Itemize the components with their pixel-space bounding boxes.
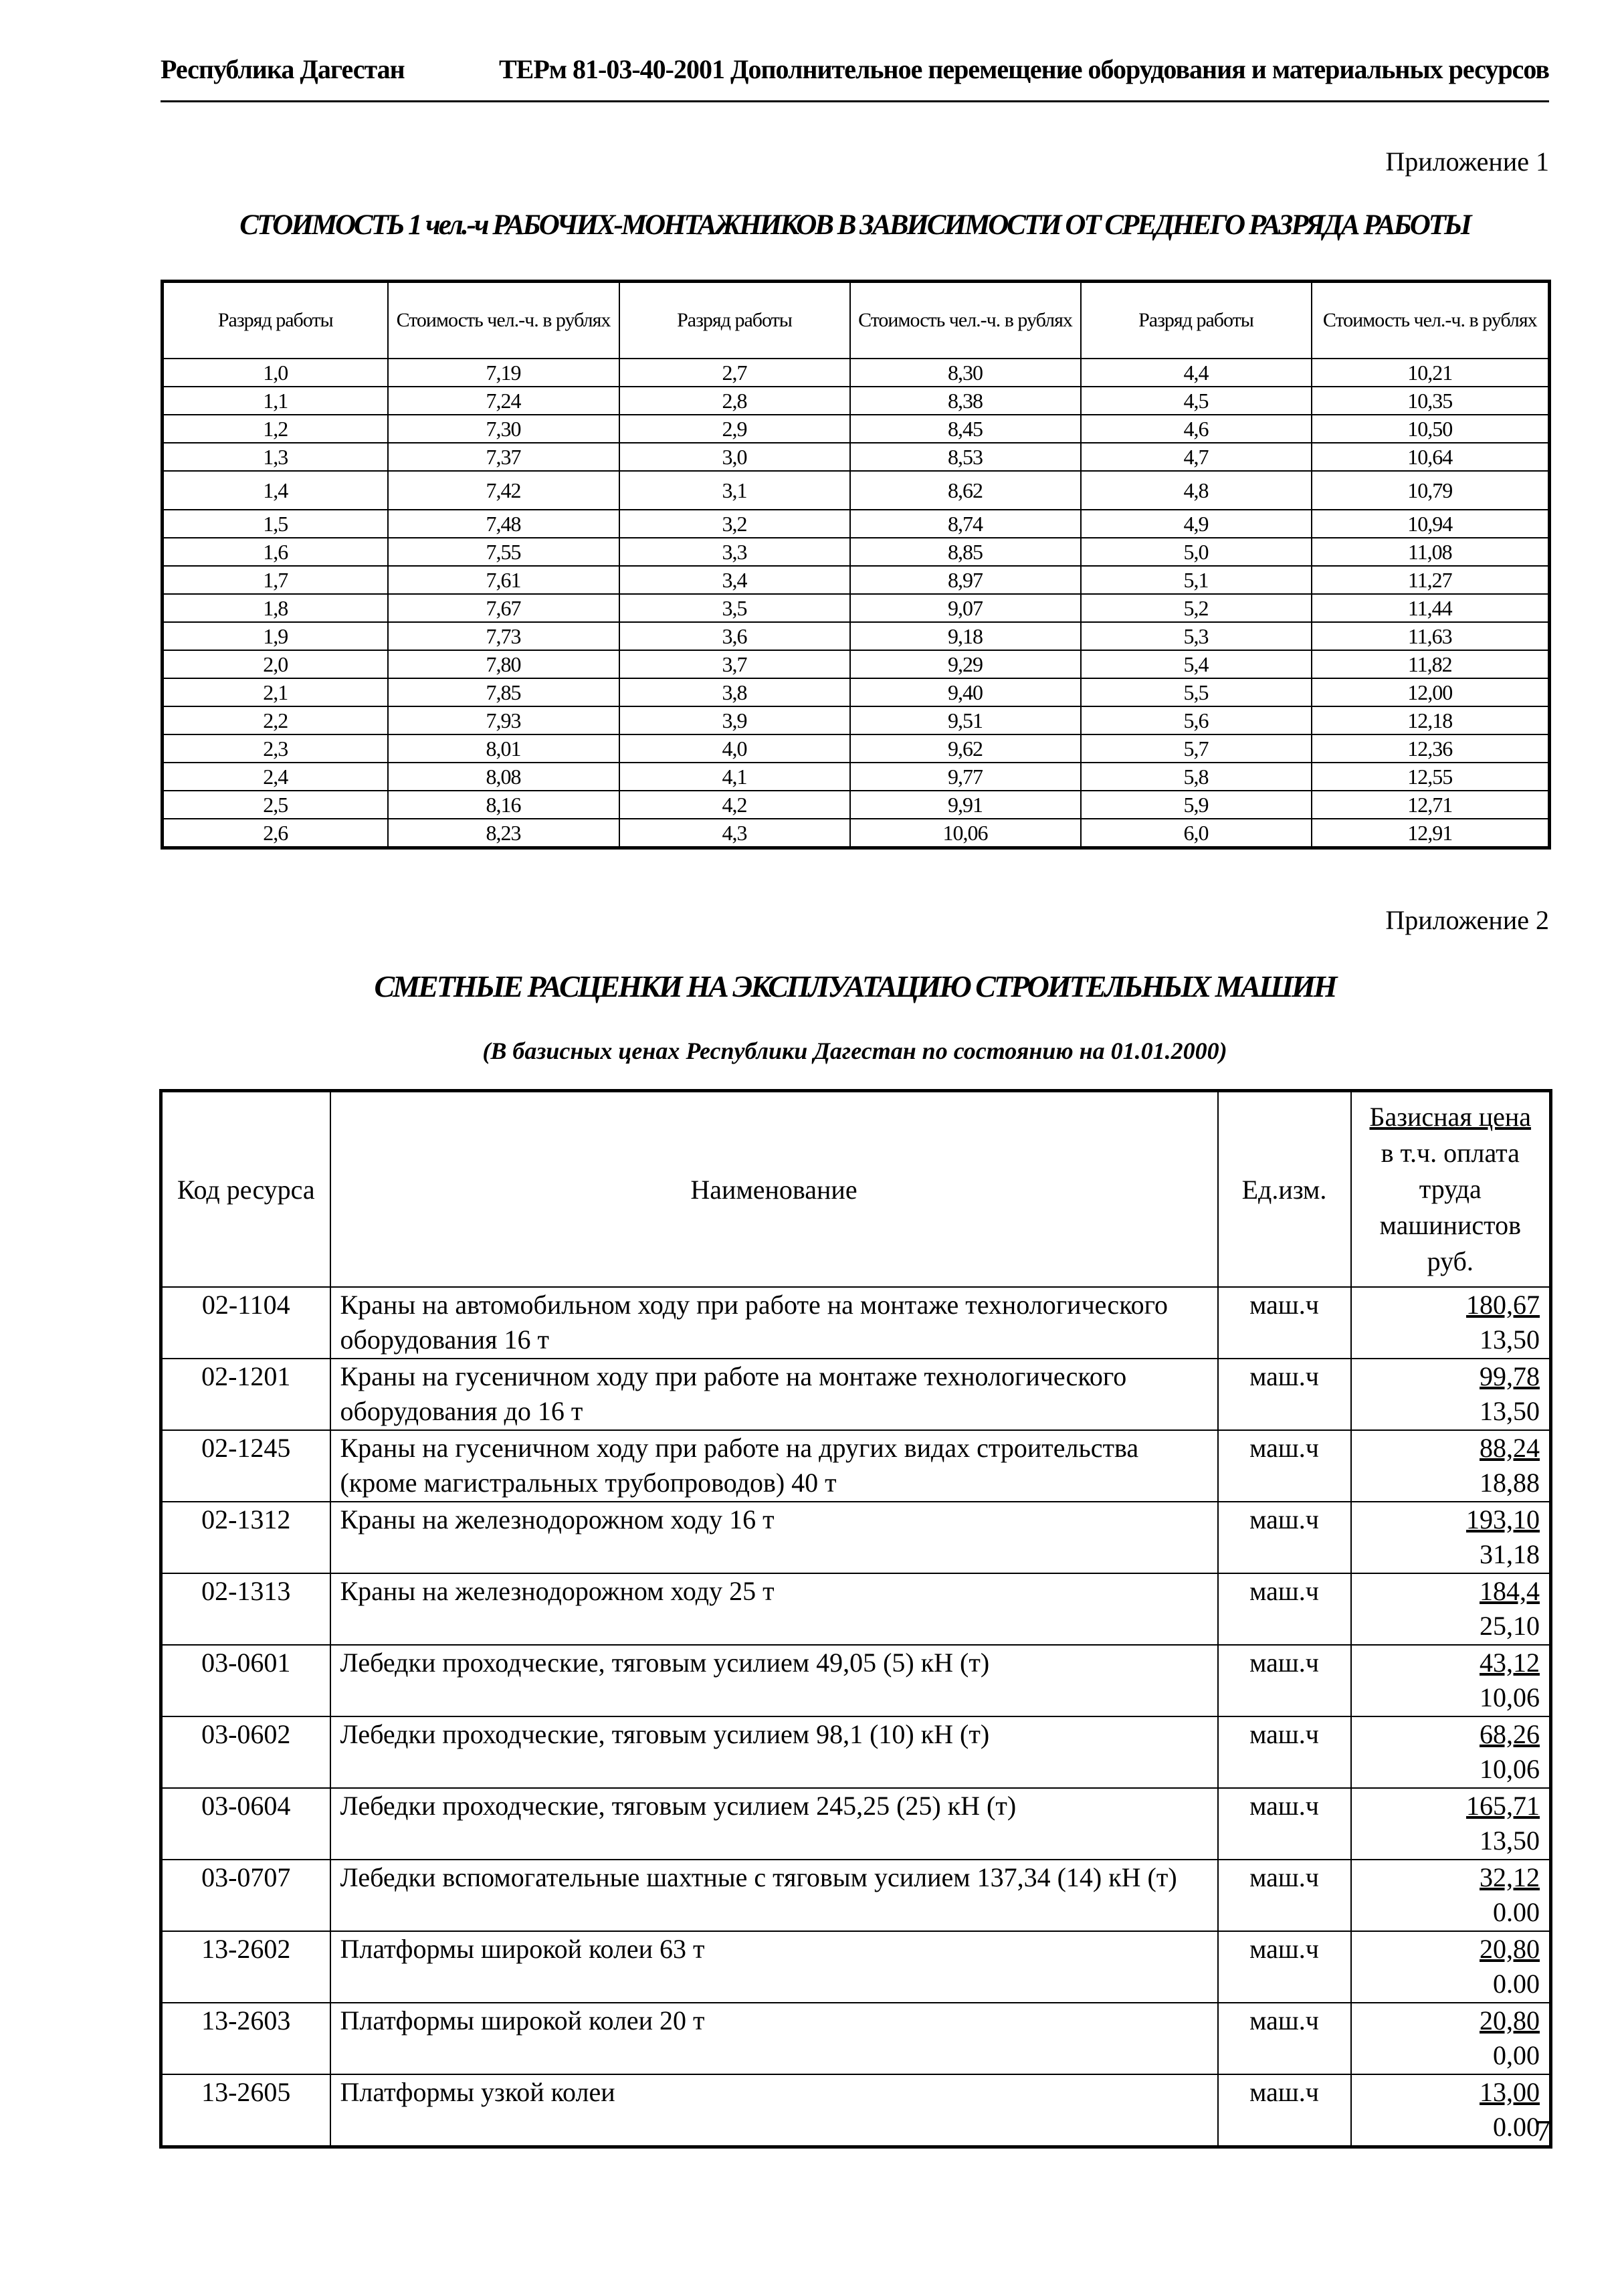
unit-cell: маш.ч <box>1218 1716 1351 1788</box>
table-row <box>163 415 1550 443</box>
appendix-2-label: Приложение 2 <box>1385 905 1549 935</box>
table-row <box>163 819 1550 848</box>
price-cell <box>1351 1359 1551 1430</box>
cost-cell: 9,91 <box>850 791 1081 819</box>
grade-cell: 1,3 <box>163 443 388 471</box>
table-row <box>163 763 1550 791</box>
cost-cell: 7,48 <box>388 510 619 538</box>
cost-cell: 8,85 <box>850 538 1081 566</box>
cost-cell: 9,77 <box>850 763 1081 791</box>
grade-cell: 1,8 <box>163 594 388 622</box>
cost-cell: 10,64 <box>1312 443 1550 471</box>
resource-code-cell: 02-1312 <box>161 1502 330 1573</box>
base-price: 180,67 <box>1466 1290 1540 1320</box>
cost-cell: 9,40 <box>850 678 1081 706</box>
unit-cell: маш.ч <box>1218 1430 1351 1502</box>
base-price: 99,78 <box>1480 1361 1540 1391</box>
cost-cell: 12,71 <box>1312 791 1550 819</box>
grade-cell: 2,9 <box>619 415 850 443</box>
base-price: 32,12 <box>1480 1862 1540 1892</box>
table-row <box>163 734 1550 763</box>
cost-cell: 8,23 <box>388 819 619 848</box>
cost-cell: 8,53 <box>850 443 1081 471</box>
grade-cell: 3,3 <box>619 538 850 566</box>
base-price: 193,10 <box>1466 1504 1540 1535</box>
header-region: Республика Дагестан <box>161 54 405 84</box>
resource-name-cell: Лебедки вспомогательные шахтные с тяговым усилием 137,34 (14) кН (т) <box>330 1860 1218 1931</box>
labor-cost: 13,50 <box>1480 1396 1540 1426</box>
running-header <box>161 47 1549 102</box>
resource-code-cell: 03-0604 <box>161 1788 330 1860</box>
grade-cell: 5,1 <box>1081 566 1312 594</box>
table-row <box>161 1359 1551 1430</box>
grade-cell: 1,1 <box>163 387 388 415</box>
grade-cell: 2,7 <box>619 359 850 387</box>
header-base-price-label: Базисная цена <box>1369 1102 1532 1132</box>
base-price: 20,80 <box>1480 1934 1540 1964</box>
grade-cell: 3,5 <box>619 594 850 622</box>
table-row <box>163 791 1550 819</box>
cost-cell: 11,82 <box>1312 650 1550 678</box>
grade-cell: 3,8 <box>619 678 850 706</box>
table-row <box>161 1716 1551 1788</box>
grade-cell: 2,6 <box>163 819 388 848</box>
price-cell <box>1351 1716 1551 1788</box>
table-row <box>161 1430 1551 1502</box>
price-cell <box>1351 2003 1551 2074</box>
labor-cost: 0.00 <box>1493 2112 1540 2142</box>
grade-cell: 3,6 <box>619 622 850 650</box>
cost-cell: 10,06 <box>850 819 1081 848</box>
table-row <box>161 1931 1551 2003</box>
grade-cell: 3,9 <box>619 706 850 734</box>
table-row <box>163 566 1550 594</box>
grade-cell: 4,2 <box>619 791 850 819</box>
header-cost: Стоимость чел.-ч. в рублях <box>850 282 1081 359</box>
grade-cell: 3,7 <box>619 650 850 678</box>
price-cell <box>1351 1287 1551 1359</box>
cost-cell: 10,50 <box>1312 415 1550 443</box>
labor-cost: 25,10 <box>1480 1611 1540 1641</box>
cost-cell: 7,73 <box>388 622 619 650</box>
cost-cell: 7,30 <box>388 415 619 443</box>
resource-name-cell: Краны на гусеничном ходу при работе на других видах строительства (кроме магистральных трубопроводов) 40 т <box>330 1430 1218 1502</box>
cost-cell: 11,27 <box>1312 566 1550 594</box>
grade-cell: 1,4 <box>163 471 388 510</box>
cost-cell: 7,61 <box>388 566 619 594</box>
price-cell <box>1351 1788 1551 1860</box>
page-number: 7 <box>1536 2114 1550 2147</box>
resource-code-cell: 03-0602 <box>161 1716 330 1788</box>
appendix-1-label: Приложение 1 <box>1385 146 1549 177</box>
base-price: 184,4 <box>1480 1576 1540 1606</box>
header-currency: руб. <box>1427 1246 1474 1276</box>
cost-cell: 7,93 <box>388 706 619 734</box>
resource-code-cell: 13-2602 <box>161 1931 330 2003</box>
header-cost: Стоимость чел.-ч. в рублях <box>388 282 619 359</box>
grade-cell: 1,6 <box>163 538 388 566</box>
cost-cell: 8,16 <box>388 791 619 819</box>
header-grade: Разряд работы <box>1081 282 1312 359</box>
grade-cell: 5,7 <box>1081 734 1312 763</box>
resource-name-cell: Платформы широкой колеи 20 т <box>330 2003 1218 2074</box>
price-cell <box>1351 2074 1551 2147</box>
grade-cell: 1,0 <box>163 359 388 387</box>
grade-cell: 5,3 <box>1081 622 1312 650</box>
table-row <box>161 1788 1551 1860</box>
grade-cell: 2,0 <box>163 650 388 678</box>
grade-cell: 5,0 <box>1081 538 1312 566</box>
unit-cell: маш.ч <box>1218 2003 1351 2074</box>
base-price: 88,24 <box>1480 1433 1540 1463</box>
unit-cell: маш.ч <box>1218 2074 1351 2147</box>
resource-code-cell: 02-1245 <box>161 1430 330 1502</box>
resource-name-cell: Краны на гусеничном ходу при работе на монтаже технологического оборудования до 16 т <box>330 1359 1218 1430</box>
resource-name-cell: Краны на железнодорожном ходу 16 т <box>330 1502 1218 1573</box>
cost-cell: 7,85 <box>388 678 619 706</box>
cost-cell: 7,67 <box>388 594 619 622</box>
header-unit: Ед.изм. <box>1218 1091 1351 1288</box>
resource-name-cell: Лебедки проходческие, тяговым усилием 98,1 (10) кН (т) <box>330 1716 1218 1788</box>
resource-code-cell: 03-0601 <box>161 1645 330 1716</box>
appendix-1-title: СТОИМОСТЬ 1 чел.-ч РАБОЧИХ-МОНТАЖНИКОВ В ЗАВИСИМОСТИ ОТ СРЕДНЕГО РАЗРЯДА РАБОТЫ <box>239 209 1470 241</box>
table-row <box>161 1573 1551 1645</box>
cost-cell: 12,36 <box>1312 734 1550 763</box>
table-row <box>163 443 1550 471</box>
table-row <box>163 622 1550 650</box>
grade-cell: 4,7 <box>1081 443 1312 471</box>
grade-cell: 2,1 <box>163 678 388 706</box>
appendix-2-subtitle: (В базисных ценах Республики Дагестан по состоянию на 01.01.2000) <box>482 1037 1227 1064</box>
grade-cell: 2,4 <box>163 763 388 791</box>
cost-cell: 7,80 <box>388 650 619 678</box>
cost-cell: 8,01 <box>388 734 619 763</box>
table-row <box>161 1502 1551 1573</box>
cost-cell: 12,18 <box>1312 706 1550 734</box>
grade-cell: 4,8 <box>1081 471 1312 510</box>
grade-cell: 1,9 <box>163 622 388 650</box>
grade-cell: 3,0 <box>619 443 850 471</box>
resource-code-cell: 02-1313 <box>161 1573 330 1645</box>
cost-cell: 9,51 <box>850 706 1081 734</box>
labor-cost: 0.00 <box>1493 1897 1540 1927</box>
cost-cell: 9,29 <box>850 650 1081 678</box>
grade-cell: 5,5 <box>1081 678 1312 706</box>
resource-name-cell: Платформы узкой колеи <box>330 2074 1218 2147</box>
grade-cell: 5,6 <box>1081 706 1312 734</box>
labor-cost: 31,18 <box>1480 1539 1540 1569</box>
cost-cell: 9,62 <box>850 734 1081 763</box>
grade-cell: 3,4 <box>619 566 850 594</box>
resource-code-cell: 02-1104 <box>161 1287 330 1359</box>
header-name: Наименование <box>330 1091 1218 1288</box>
price-cell <box>1351 1502 1551 1573</box>
grade-cell: 5,2 <box>1081 594 1312 622</box>
grade-cell: 4,5 <box>1081 387 1312 415</box>
labor-cost: 13,50 <box>1480 1324 1540 1355</box>
base-price: 68,26 <box>1480 1719 1540 1749</box>
cost-cell: 12,00 <box>1312 678 1550 706</box>
table-row <box>161 1860 1551 1931</box>
price-cell <box>1351 1573 1551 1645</box>
table-row <box>163 510 1550 538</box>
labor-cost: 0,00 <box>1493 2040 1540 2070</box>
resource-code-cell: 02-1201 <box>161 1359 330 1430</box>
cost-cell: 8,74 <box>850 510 1081 538</box>
price-cell <box>1351 1645 1551 1716</box>
cost-cell: 10,21 <box>1312 359 1550 387</box>
unit-cell: маш.ч <box>1218 1788 1351 1860</box>
grade-cell: 6,0 <box>1081 819 1312 848</box>
table-row <box>161 2074 1551 2147</box>
table-row <box>161 2003 1551 2074</box>
unit-cell: маш.ч <box>1218 1359 1351 1430</box>
header-cost: Стоимость чел.-ч. в рублях <box>1312 282 1550 359</box>
price-cell <box>1351 1860 1551 1931</box>
grade-cell: 3,1 <box>619 471 850 510</box>
cost-cell: 12,91 <box>1312 819 1550 848</box>
cost-cell: 10,35 <box>1312 387 1550 415</box>
resource-code-cell: 13-2603 <box>161 2003 330 2074</box>
grade-cell: 4,4 <box>1081 359 1312 387</box>
grade-cell: 4,6 <box>1081 415 1312 443</box>
base-price: 20,80 <box>1480 2005 1540 2036</box>
grade-cell: 2,2 <box>163 706 388 734</box>
header-resource-code: Код ресурса <box>161 1091 330 1288</box>
grade-cell: 4,0 <box>619 734 850 763</box>
unit-cell: маш.ч <box>1218 1502 1351 1573</box>
unit-cell: маш.ч <box>1218 1287 1351 1359</box>
table-row <box>163 678 1550 706</box>
base-price: 165,71 <box>1466 1791 1540 1821</box>
resource-name-cell: Краны на железнодорожном ходу 25 т <box>330 1573 1218 1645</box>
grade-cell: 4,1 <box>619 763 850 791</box>
table-row <box>163 471 1550 510</box>
grade-cell: 5,8 <box>1081 763 1312 791</box>
cost-cell: 8,97 <box>850 566 1081 594</box>
grade-cell: 2,8 <box>619 387 850 415</box>
price-cell <box>1351 1931 1551 2003</box>
grade-cell: 1,5 <box>163 510 388 538</box>
cost-cell: 12,55 <box>1312 763 1550 791</box>
labor-cost: 0.00 <box>1493 1969 1540 1999</box>
labor-cost: 10,06 <box>1480 1754 1540 1784</box>
cost-cell: 8,30 <box>850 359 1081 387</box>
cost-cell: 10,94 <box>1312 510 1550 538</box>
machine-rates-table <box>159 1089 1552 2149</box>
table-row <box>161 1645 1551 1716</box>
grade-cell: 5,9 <box>1081 791 1312 819</box>
table-row <box>161 1287 1551 1359</box>
labor-cost: 10,06 <box>1480 1682 1540 1712</box>
table-row <box>163 387 1550 415</box>
cost-cell: 8,62 <box>850 471 1081 510</box>
cost-cell: 9,18 <box>850 622 1081 650</box>
header-labor-label: в т.ч. оплата труда машинистов <box>1379 1138 1521 1240</box>
header-grade: Разряд работы <box>163 282 388 359</box>
header-document-code: ТЕРм 81-03-40-2001 Дополнительное перемещение оборудования и материальных ресурсов <box>498 54 1549 84</box>
cost-cell: 7,55 <box>388 538 619 566</box>
cost-cell: 8,45 <box>850 415 1081 443</box>
grade-cell: 4,9 <box>1081 510 1312 538</box>
table-row <box>163 650 1550 678</box>
grade-cell: 1,7 <box>163 566 388 594</box>
cost-cell: 7,37 <box>388 443 619 471</box>
cost-cell: 10,79 <box>1312 471 1550 510</box>
cost-cell: 11,44 <box>1312 594 1550 622</box>
resource-name-cell: Платформы широкой колеи 63 т <box>330 1931 1218 2003</box>
appendix-2-title: СМЕТНЫЕ РАСЦЕНКИ НА ЭКСПЛУАТАЦИЮ СТРОИТЕЛЬНЫХ МАШИН <box>374 969 1336 1003</box>
cost-cell: 9,07 <box>850 594 1081 622</box>
table-row <box>163 594 1550 622</box>
labor-cost: 18,88 <box>1480 1468 1540 1498</box>
resource-name-cell: Краны на автомобильном ходу при работе на монтаже технологического оборудования 16 т <box>330 1287 1218 1359</box>
unit-cell: маш.ч <box>1218 1645 1351 1716</box>
grade-cell: 3,2 <box>619 510 850 538</box>
resource-code-cell: 13-2605 <box>161 2074 330 2147</box>
base-price: 13,00 <box>1480 2077 1540 2107</box>
table-row <box>163 359 1550 387</box>
resource-code-cell: 03-0707 <box>161 1860 330 1931</box>
cost-cell: 8,08 <box>388 763 619 791</box>
grade-cell: 4,3 <box>619 819 850 848</box>
grade-cell: 1,2 <box>163 415 388 443</box>
labor-cost: 13,50 <box>1480 1825 1540 1856</box>
price-cell <box>1351 1430 1551 1502</box>
cost-cell: 11,63 <box>1312 622 1550 650</box>
cost-cell: 7,19 <box>388 359 619 387</box>
grade-cell: 2,3 <box>163 734 388 763</box>
cost-cell: 7,24 <box>388 387 619 415</box>
grade-cell: 2,5 <box>163 791 388 819</box>
resource-name-cell: Лебедки проходческие, тяговым усилием 245,25 (25) кН (т) <box>330 1788 1218 1860</box>
cost-cell: 7,42 <box>388 471 619 510</box>
cost-cell: 11,08 <box>1312 538 1550 566</box>
header-grade: Разряд работы <box>619 282 850 359</box>
header-base-price <box>1351 1091 1551 1288</box>
unit-cell: маш.ч <box>1218 1573 1351 1645</box>
grade-cell: 5,4 <box>1081 650 1312 678</box>
unit-cell: маш.ч <box>1218 1931 1351 2003</box>
labor-cost-table <box>161 280 1551 850</box>
resource-name-cell: Лебедки проходческие, тяговым усилием 49,05 (5) кН (т) <box>330 1645 1218 1716</box>
table-row <box>163 706 1550 734</box>
cost-cell: 8,38 <box>850 387 1081 415</box>
unit-cell: маш.ч <box>1218 1860 1351 1931</box>
base-price: 43,12 <box>1480 1648 1540 1678</box>
table-row <box>163 538 1550 566</box>
